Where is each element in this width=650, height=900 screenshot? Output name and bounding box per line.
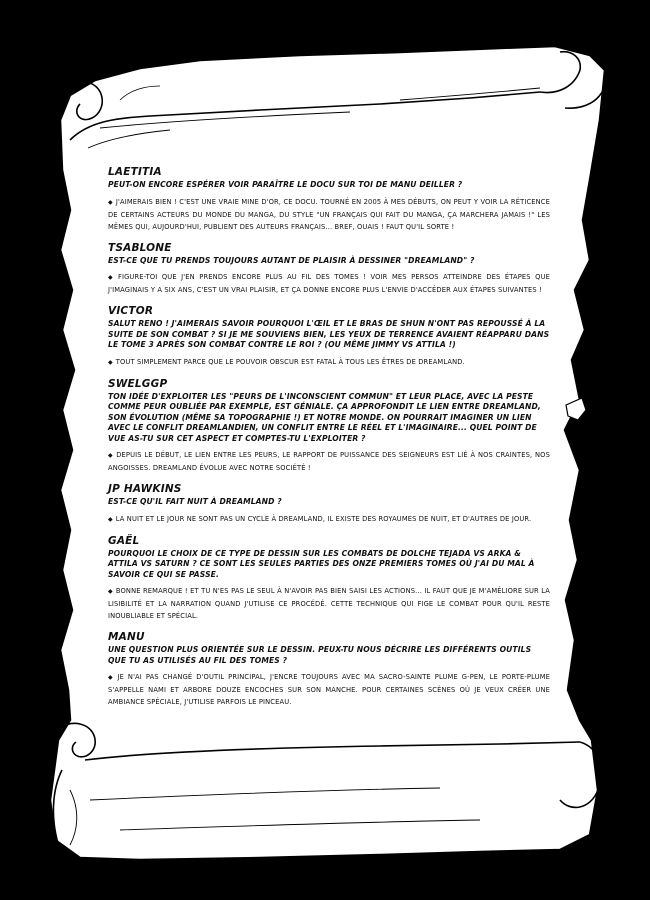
diamond-bullet-icon: ◆ bbox=[108, 198, 113, 206]
author-name: LAETITIA bbox=[108, 166, 162, 178]
author-name: VICTOR bbox=[108, 305, 154, 317]
author-name: JP HAWKINS bbox=[108, 483, 182, 495]
reader-question: UNE QUESTION PLUS ORIENTÉE SUR LE DESSIN. PEUX-TU NOUS DÉCRIRE LES DIFFÉRENTS OUTILS QUE TU AS UTILISÉS AU FIL DES TOMES ? bbox=[108, 645, 532, 665]
diamond-bullet-icon: ◆ bbox=[108, 588, 113, 595]
answer-text: JE N'AI PAS CHANGÉ D'OUTIL PRINCIPAL, J'ENCRE TOUJOURS AVEC MA SACRO-SAINTE PLUME G-PEN, LE PORTE-PLUME S'APPELLE NAMI ET ARBORE DOUZE ENCOCHES SUR SON MANCHE. POUR CERTAINES SCÈNES OÙ JE VEUX CRÉER UNE AMBIANCE SPÉCIALE, J'UTILISE PARFOIS LE PINCEAU. bbox=[108, 673, 550, 706]
qa-entry-manu bbox=[108, 631, 550, 708]
author-answer bbox=[108, 585, 550, 622]
qa-entry-gael bbox=[108, 535, 550, 623]
qa-entry-victor bbox=[108, 305, 550, 369]
author-answer bbox=[108, 513, 550, 526]
qa-entry-laetitia bbox=[108, 166, 550, 233]
answer-text: J'AIMERAIS BIEN ! C'EST UNE VRAIE MINE D'OR, CE DOCU. TOURNÉ EN 2005 À MES DÉBUTS, ON PEUT Y VOIR LA RÉTICENCE DE CERTAINS ACTEURS DU MONDE DU MANGA, DU STYLE "UN FRANÇAIS QUI FAIT DU MANGA, ÇA MARCHERA JAMAIS !" LES MÊMES QUI, AUJOURD'HUI, PUBLIENT DES AUTEURS FRANÇAIS... BREF, OUAIS ! FAUT QU'IL SORTE ! bbox=[108, 197, 550, 231]
reader-question: PEUT-ON ENCORE ESPÉRER VOIR PARAÎTRE LE DOCU SUR TOI DE MANU DEILLER ? bbox=[108, 180, 463, 189]
author-answer bbox=[108, 356, 550, 369]
answer-text: LA NUIT ET LE JOUR NE SONT PAS UN CYCLE À DREAMLAND, IL EXISTE DES ROYAUMES DE NUIT, ET D'AUTRES DE JOUR. bbox=[115, 514, 532, 523]
author-answer bbox=[108, 196, 550, 233]
author-name: MANU bbox=[108, 631, 145, 643]
author-name: SWELGGP bbox=[108, 377, 168, 390]
qa-entry-tsablone bbox=[108, 242, 550, 297]
author-name: TSABLONE bbox=[108, 241, 172, 254]
author-answer bbox=[108, 271, 550, 296]
reader-question: EST-CE QUE TU PRENDS TOUJOURS AUTANT DE PLAISIR À DESSINER "DREAMLAND" ? bbox=[108, 255, 475, 265]
answer-text: FIGURE-TOI QUE J'EN PRENDS ENCORE PLUS AU FIL DES TOMES ! VOIR MES PERSOS ATTEINDRE DES ÉTAPES QUE J'IMAGINAIS Y A SIX ANS, C'EST UN VRAI PLAISIR, ET ÇA DONNE ENCORE PLUS L'ENVIE D'ACCÉDER AUX ÉTAPES SUIVANTES ! bbox=[108, 273, 551, 294]
reader-questions-section bbox=[108, 166, 550, 717]
answer-text: DEPUIS LE DÉBUT, LE LIEN ENTRE LES PEURS, LE RAPPORT DE PUISSANCE DES SEIGNEURS EST LIÉ À NOS CRAINTES, NOS ANGOISSES. DREAMLAND ÉVOLUE AVEC NOTRE SOCIÉTÉ ! bbox=[108, 451, 550, 472]
author-name: GAËL bbox=[108, 534, 140, 547]
qa-entry-jp-hawkins bbox=[108, 483, 550, 526]
diamond-bullet-icon: ◆ bbox=[108, 674, 115, 681]
answer-text: TOUT SIMPLEMENT PARCE QUE LE POUVOIR OBSCUR EST FATAL À TOUS LES ÊTRES DE DREAMLAND. bbox=[115, 357, 465, 366]
reader-question: TON IDÉE D'EXPLOITER LES "PEURS DE L'INCONSCIENT COMMUN" ET LEUR PLACE, AVEC LA PESTE COMME PEUR OUBLIÉE PAR EXEMPLE, EST GÉNIALE. ÇA APPROFONDIT LE LIEN ENTRE DREAMLAND, SON ÉVOLUTION (MÊME SA TOPOGRAPHIE !) ET NOTRE MONDE. ON POURRAIT IMAGINER UN LIEN AVEC LE CONFLIT DREAMLANDIEN, UN CONFLIT ENTRE LE RÉEL ET L'IMAGINAIRE... QUEL POINT DE VUE AS-TU SUR CET ASPECT ET COMPTES-TU L'EXPLOITER ? bbox=[108, 391, 541, 443]
diamond-bullet-icon: ◆ bbox=[108, 515, 113, 523]
reader-question: SALUT RENO ! J'AIMERAIS SAVOIR POURQUOI L'ŒIL ET LE BRAS DE SHUN N'ONT PAS REPOUSSÉ À LA SUITE DE SON COMBAT ? SI JE ME SOUVIENS BIEN, LES YEUX DE TERRENCE AVAIENT RÉAPPARU DANS LE TOME 3 APRÈS SON COMBAT CONTRE LE ROI ? (OU MÊME JIMMY VS ATTILA !) bbox=[108, 319, 550, 349]
diamond-bullet-icon: ◆ bbox=[108, 274, 115, 281]
author-answer bbox=[108, 449, 550, 474]
diamond-bullet-icon: ◆ bbox=[108, 452, 114, 459]
author-answer bbox=[108, 671, 550, 708]
reader-question: EST-CE QU'IL FAIT NUIT À DREAMLAND ? bbox=[108, 497, 282, 506]
diamond-bullet-icon: ◆ bbox=[108, 358, 113, 366]
answer-text: BONNE REMARQUE ! ET TU N'ES PAS LE SEUL À N'AVOIR PAS BIEN SAISI LES ACTIONS... IL FAUT QUE JE M'AMÉLIORE SUR LA LISIBILITÉ ET LA NARRATION QUAND J'UTILISE CE PROCÉDÉ. CETTE TECHNIQUE QUI FIGE LE COMBAT POUR QU'IL RESTE INOUBLIABLE ET SPÉCIAL. bbox=[108, 587, 550, 620]
qa-entry-swelggp bbox=[108, 378, 550, 475]
reader-question: POURQUOI LE CHOIX DE CE TYPE DE DESSIN SUR LES COMBATS DE DOLCHE TEJADA VS ARKA & ATTILA VS SATURN ? CE SONT LES SEULES PARTIES DES ONZE PREMIERS TOMES OÙ J'AI DU MAL À SAVOIR CE QUI SE PASSE. bbox=[108, 548, 535, 579]
